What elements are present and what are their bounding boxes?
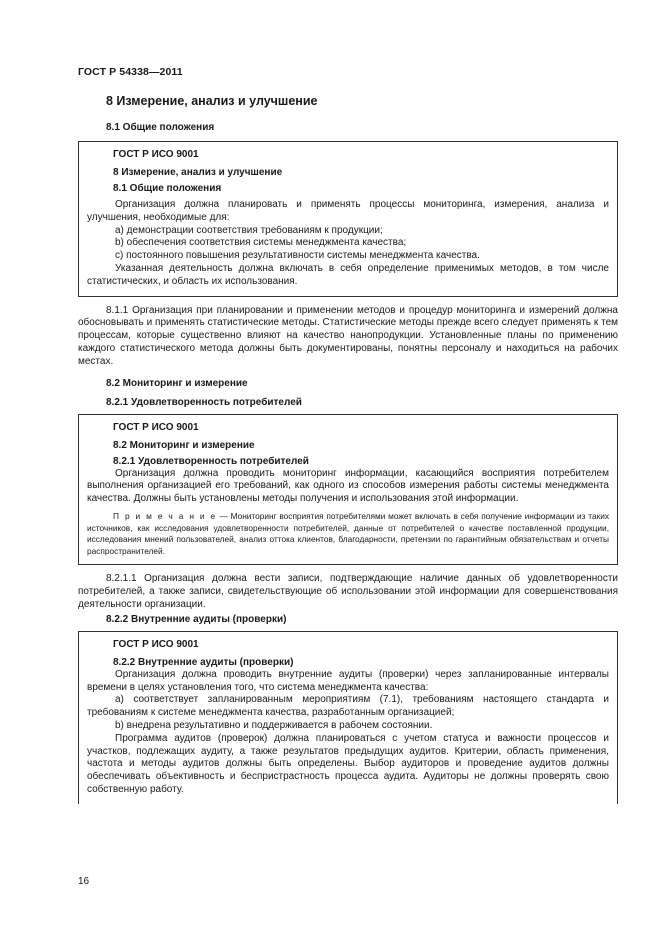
box-title: 8.2 Мониторинг и измерение: [113, 439, 255, 451]
box-paragraph: Организация должна проводить внутренние аудиты (проверки) через запланированные интервалы времени в целях установления того, что система менеджмента качества:: [87, 668, 609, 693]
box-title: 8.2.2 Внутренние аудиты (проверки): [113, 656, 294, 668]
page-content: [78, 94, 618, 812]
box-paragraph: Программа аудитов (проверок) должна планироваться с учетом статуса и важности процессов и участков, подлежащих аудиту, а также результатов предыдущих аудитов. Критерии, область применения, частота и методы аудитов должны быть определены. Выбор аудиторов и проведение аудитов должны обеспечивать объективность и беспристрастность процесса аудита. Аудиторы не должны проверять свою собственную работу.: [87, 732, 609, 795]
section-heading-8-1: 8.1 Общие положения: [106, 122, 215, 133]
quote-box-iso-8-1: [78, 141, 618, 297]
paragraph-8-1-1: 8.1.1 Организация при планировании и применении методов и процедур мониторинга и измерений должна обосновывать и применять статистические методы. Статистические методы прежде всего следует применять к тем процессам, которые существенно влияют на качество нанопродукции. Установленные планы по применению каждого статистического метода должны быть документированы, понятны персоналу и находиться на рабочих местах.: [78, 304, 618, 367]
section-heading-8-2: 8.2 Мониторинг и измерение: [106, 377, 248, 389]
box-subtitle: 8.2.1 Удовлетворенность потребителей: [113, 455, 309, 467]
list-item: b) обеспечения соответствия системы менеджмента качества;: [115, 237, 407, 249]
list-item: b) внедрена результативно и поддерживается в рабочем состоянии.: [115, 719, 433, 731]
section-heading-8-2-1: 8.2.1 Удовлетворенность потребителей: [106, 396, 302, 408]
note-text: — Мониторинг восприятия потребителями может включать в себя получение информации из таких источников, как исследования удовлетворенности потребителей, данные от потребителей о качестве поставленной продукции, исследования мнений пользователей, анализ оттока клиентов, благодарности, претензии по гарантийным обязательствам и отчеты распространителей.: [87, 510, 609, 556]
box-subtitle: 8.1 Общие положения: [113, 183, 222, 194]
box-reference: ГОСТ Р ИСО 9001: [113, 421, 199, 433]
box-reference: ГОСТ Р ИСО 9001: [113, 638, 199, 650]
quote-box-iso-8-2-1: [78, 414, 618, 566]
box-paragraph: Организация должна проводить мониторинг информации, касающийся восприятия потребителем выполнения организацией его требований, как одного из способов измерения работы системы менеджмента качества. Должны быть установлены методы получения и использования этой информации.: [87, 467, 609, 505]
page-number: 16: [78, 876, 90, 887]
note: [87, 511, 609, 557]
section-heading-8: 8 Измерение, анализ и улучшение: [106, 94, 318, 108]
box-reference: ГОСТ Р ИСО 9001: [113, 149, 199, 160]
note-label: П р и м е ч а н и е: [113, 510, 217, 521]
box-paragraph: Указанная деятельность должна включать в себя определение применимых методов, в том числе статистических, и область их использования.: [87, 262, 609, 287]
box-paragraph: Организация должна планировать и применять процессы мониторинга, измерения, анализа и улучшения, необходимые для:: [87, 199, 609, 223]
list-item: а) демонстрации соответствия требованиям к продукции;: [115, 224, 383, 236]
section-heading-8-2-2: 8.2.2 Внутренние аудиты (проверки): [106, 613, 287, 625]
list-item: c) постоянного повышения результативности системы менеджмента качества.: [115, 250, 480, 262]
document-header: ГОСТ Р 54338—2011: [78, 66, 183, 78]
quote-box-iso-8-2-2: [78, 631, 618, 804]
box-title: 8 Измерение, анализ и улучшение: [113, 167, 283, 178]
list-item: а) соответствует запланированным мероприятиям (7.1), требованиям настоящего стандарта и требованиям к системе менеджмента качества, разработанным организацией;: [87, 694, 609, 719]
paragraph-8-2-1-1: 8.2.1.1 Организация должна вести записи, подтверждающие наличие данных об удовлетворенности потребителей, а также записи, свидетельствующие об использовании этой информации для совершенствования деятельности организации.: [78, 573, 618, 610]
